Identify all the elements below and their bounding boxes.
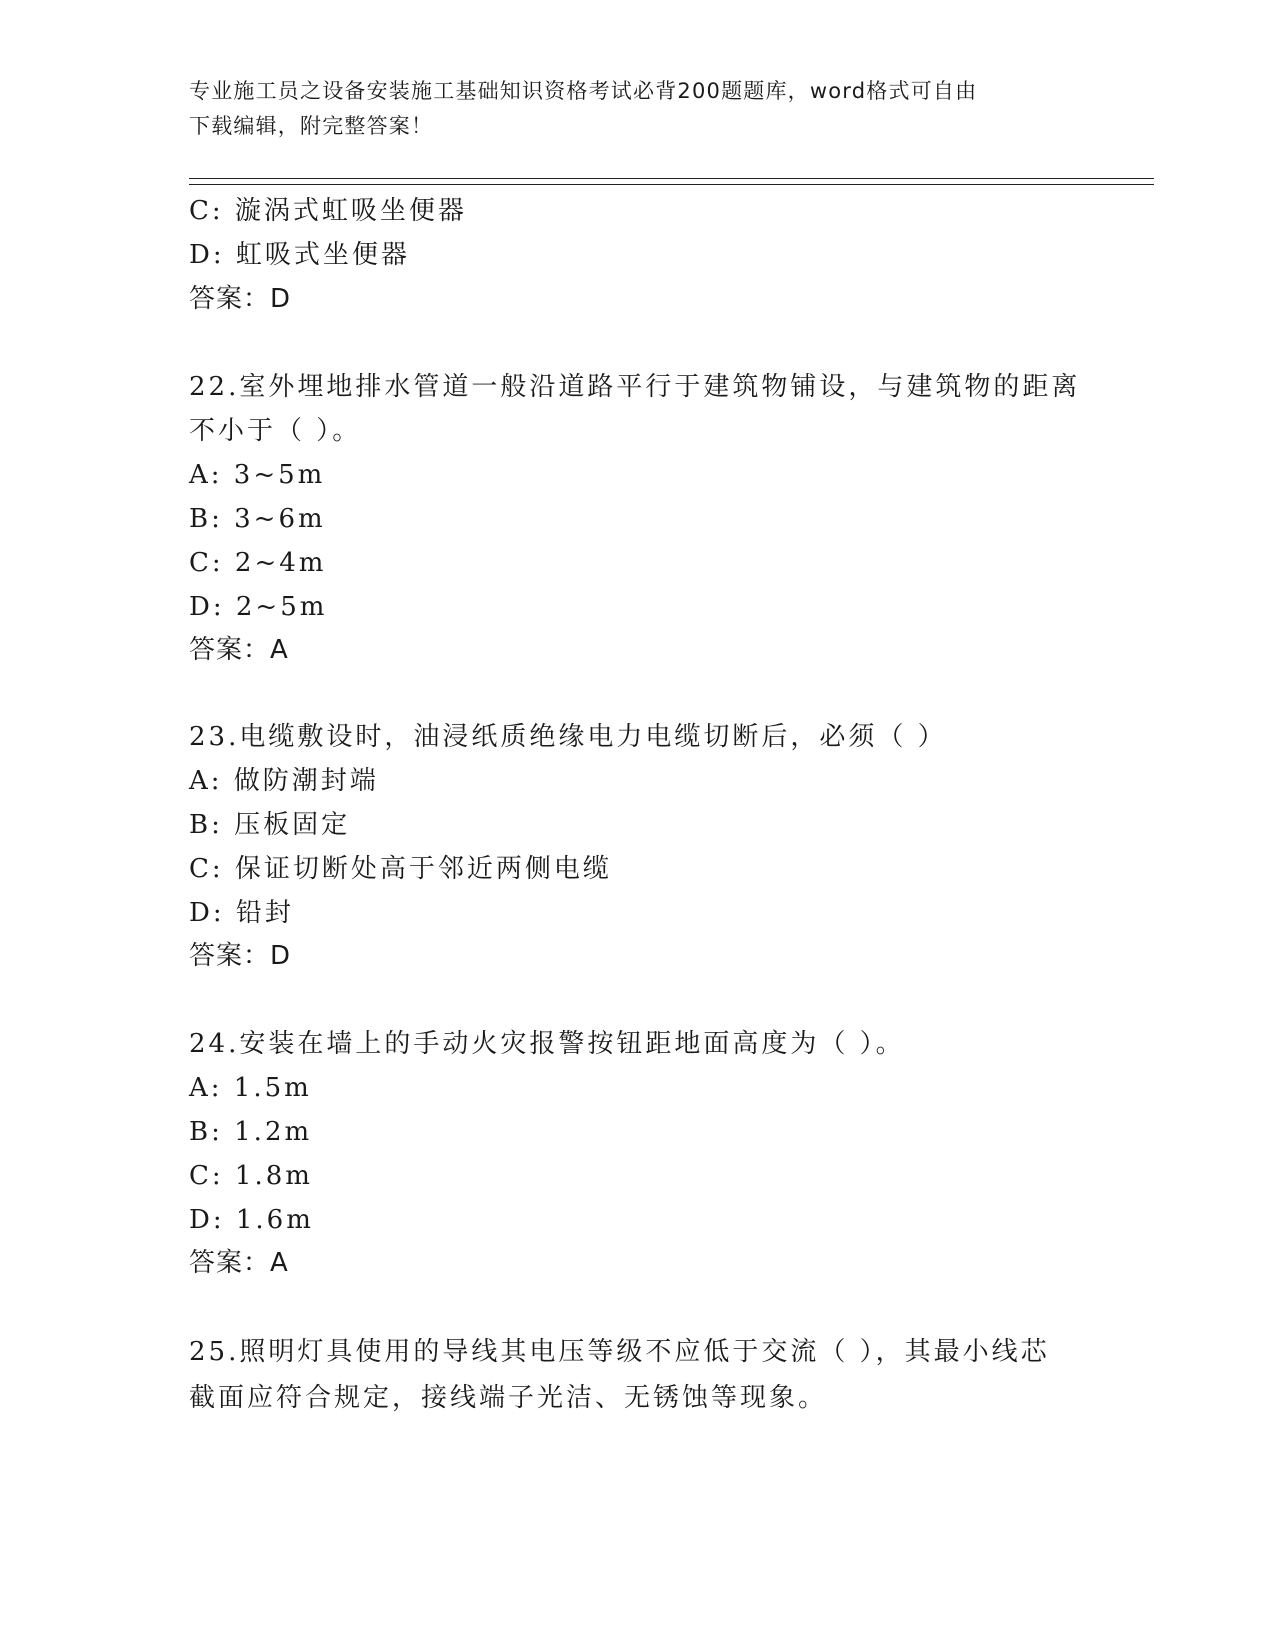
header-line-2: 下载编辑，附完整答案！ xyxy=(189,114,434,138)
q22-option-a: A: 3~5m xyxy=(189,460,326,490)
prev-option-d: D: 虹吸式坐便器 xyxy=(189,240,410,270)
q25-stem-line-1: 25.照明灯具使用的导线其电压等级不应低于交流（ ），其最小线芯 xyxy=(189,1337,1050,1367)
q23-option-d: D: 铅封 xyxy=(189,898,294,928)
q22-stem-line-1: 22.室外埋地排水管道一般沿道路平行于建筑物铺设，与建筑物的距离 xyxy=(189,372,1081,402)
q22-option-b: B: 3~6m xyxy=(189,504,326,534)
prev-answer: 答案：D xyxy=(189,284,292,314)
q25-stem-line-2: 截面应符合规定，接线端子光洁、无锈蚀等现象。 xyxy=(189,1383,828,1413)
q24-answer: 答案：A xyxy=(189,1248,289,1278)
q23-stem-line-1: 23.电缆敷设时，油浸纸质绝缘电力电缆切断后，必须（ ） xyxy=(189,722,947,752)
q24-option-d: D: 1.6m xyxy=(189,1205,314,1235)
header-line-1: 专业施工员之设备安装施工基础知识资格考试必背200题题库，word格式可自由 xyxy=(189,79,978,103)
q22-option-c: C: 2~4m xyxy=(189,548,327,578)
q24-option-a: A: 1.5m xyxy=(189,1073,312,1103)
q23-option-c: C: 保证切断处高于邻近两侧电缆 xyxy=(189,854,612,884)
q22-option-d: D: 2~5m xyxy=(189,592,328,622)
q23-option-a: A: 做防潮封端 xyxy=(189,766,379,796)
q24-option-c: C: 1.8m xyxy=(189,1161,313,1191)
q23-answer: 答案：D xyxy=(189,941,292,971)
q22-stem-line-2: 不小于（ ）。 xyxy=(189,416,362,446)
header-divider-top xyxy=(189,178,1154,179)
q24-option-b: B: 1.2m xyxy=(189,1117,313,1147)
header-divider-bottom xyxy=(189,184,1154,185)
q23-option-b: B: 压板固定 xyxy=(189,810,351,840)
prev-option-c: C: 漩涡式虹吸坐便器 xyxy=(189,196,467,226)
document-header xyxy=(189,74,1089,144)
q22-answer: 答案：A xyxy=(189,635,289,665)
q24-stem-line-1: 24.安装在墙上的手动火灾报警按钮距地面高度为（ ）。 xyxy=(189,1029,905,1059)
